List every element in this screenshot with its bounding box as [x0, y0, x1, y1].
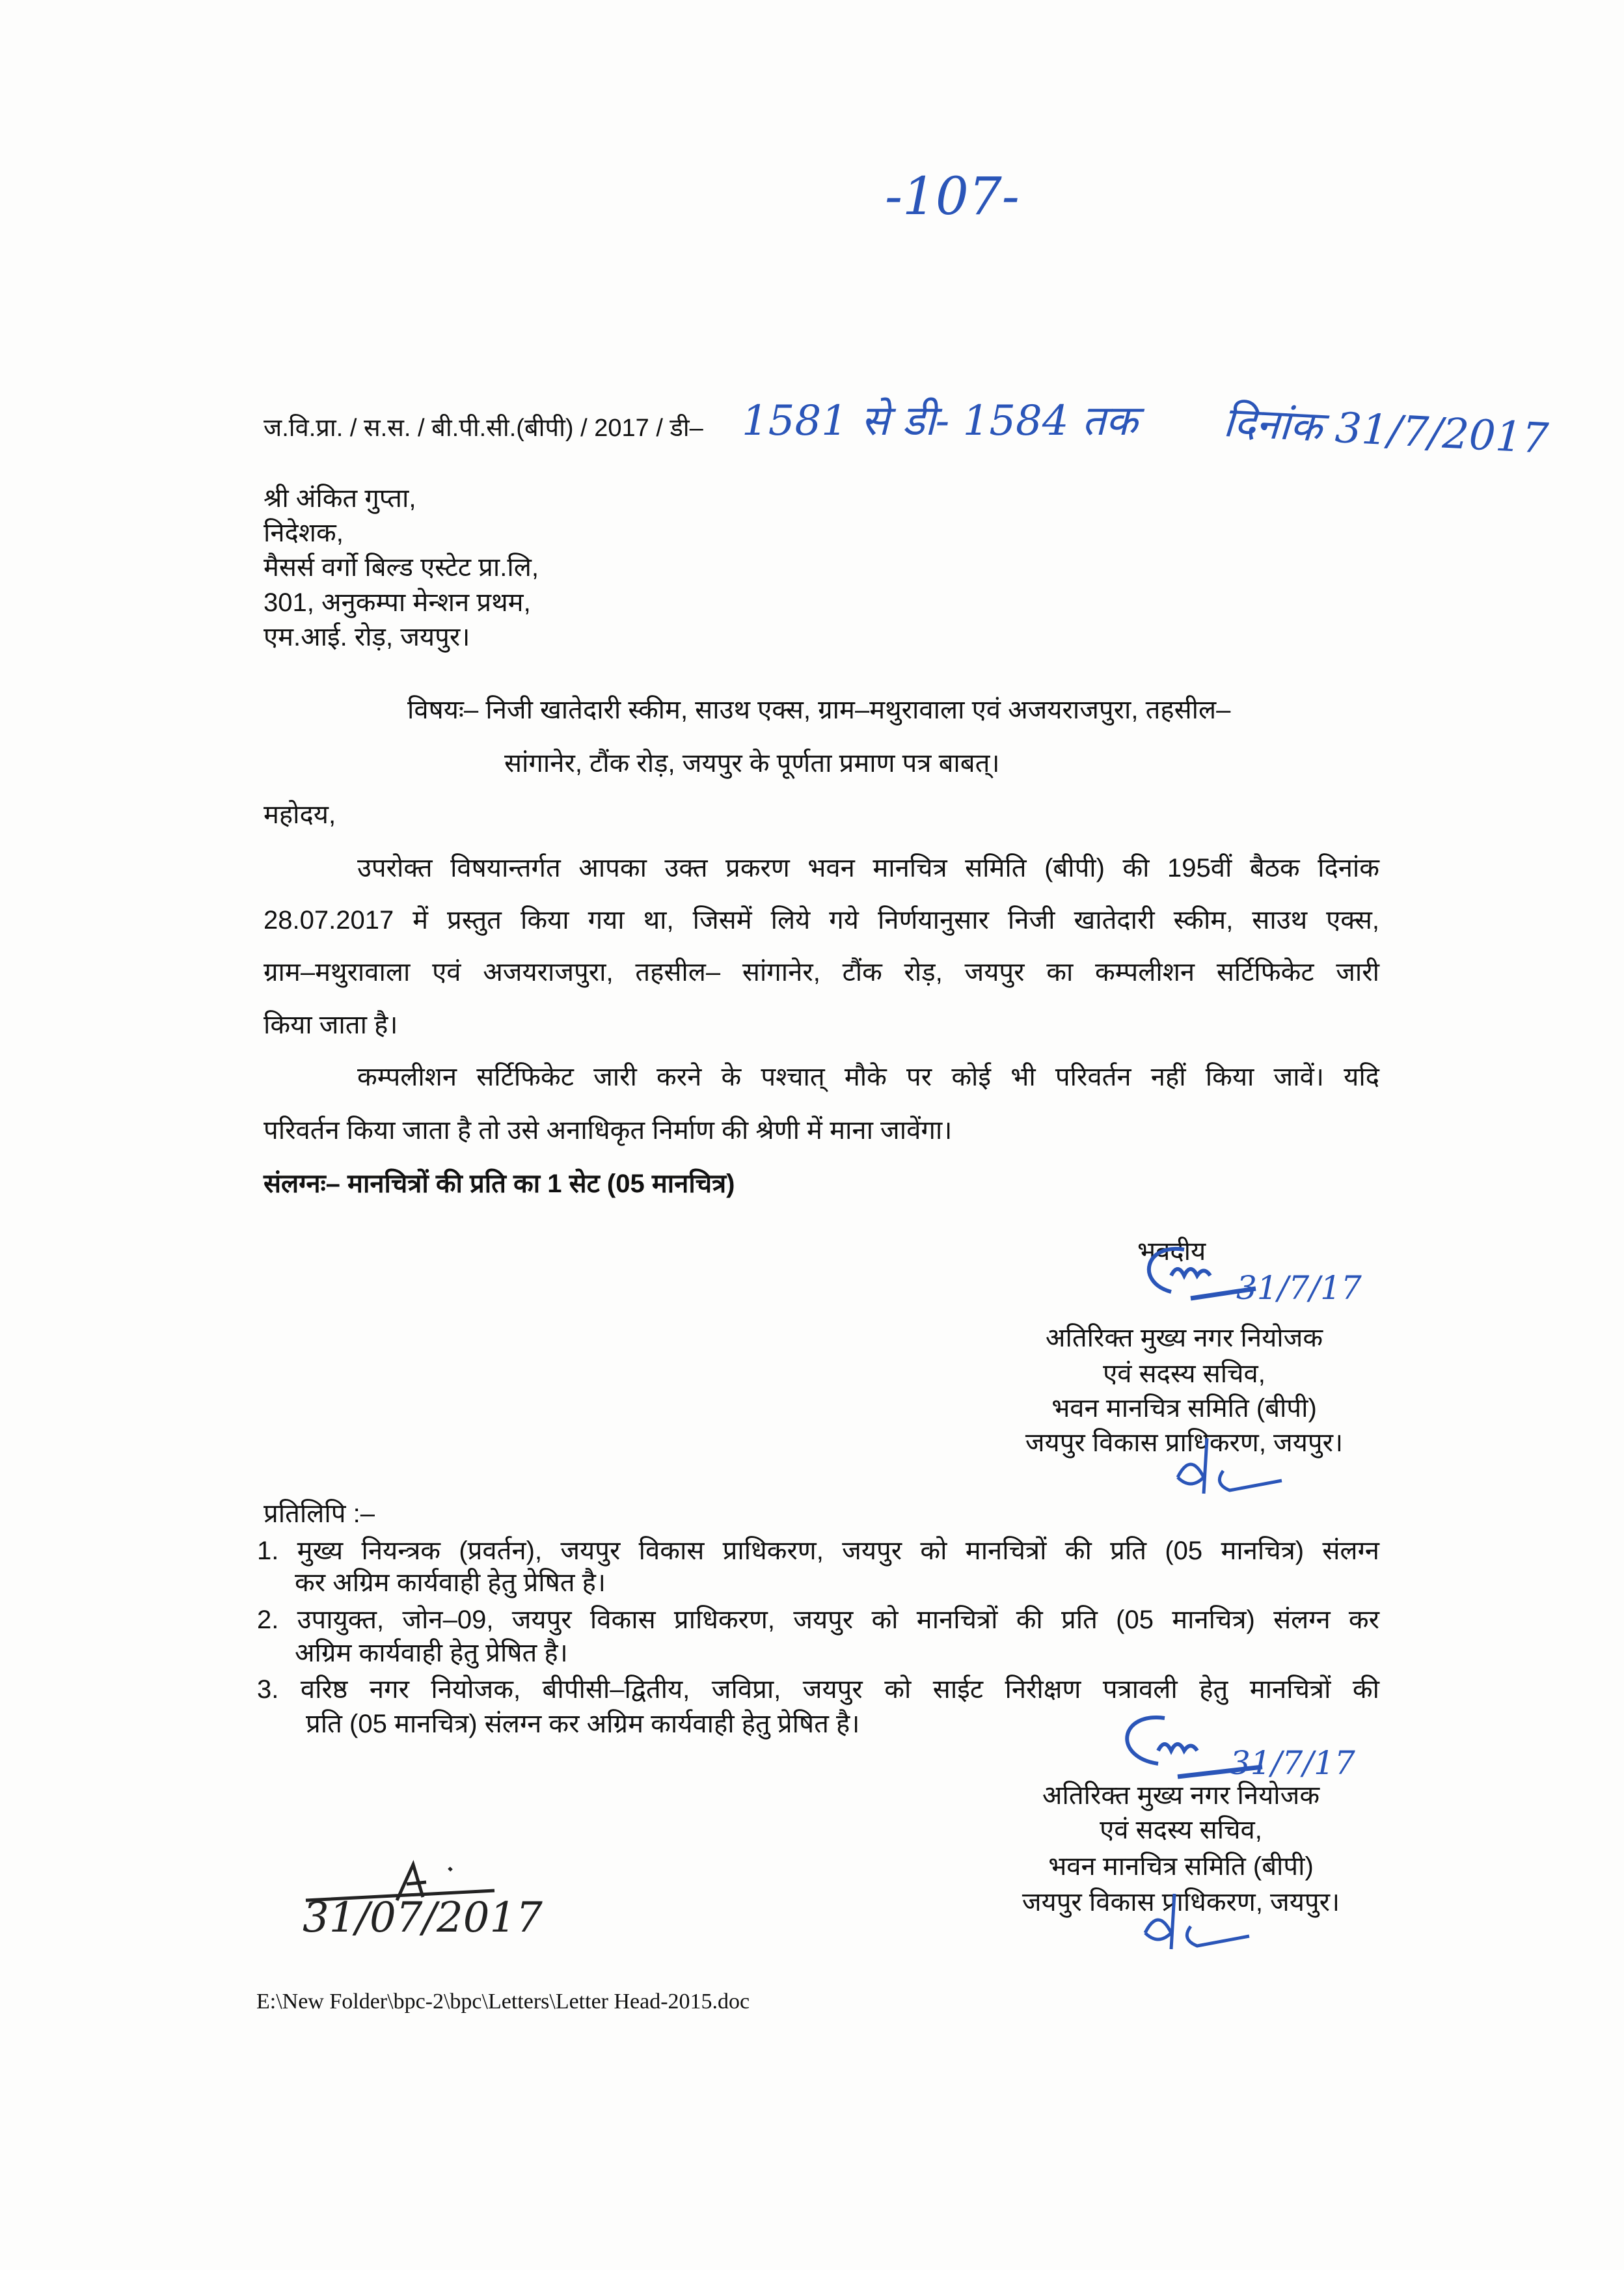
designation-line: भवन मानचित्र समिति (बीपी) [1048, 1852, 1314, 1881]
address-line: मैसर्स वर्गो बिल्ड एस्टेट प्रा.लि, [264, 553, 539, 582]
paragraph-line: 28.07.2017 में प्रस्तुत किया गया था, जिसमें लिये गये निर्णयानुसार निजी खातेदारी स्कीम, साउथ एक्स, [264, 906, 1379, 935]
initials-icon [1126, 1887, 1256, 1952]
paragraph-line: ग्राम–मथुरावाला एवं अजयराजपुरा, तहसील– सांगानेर, टौंक रोड़, जयपुर का कम्पलीशन सर्टिफिकेट जारी [264, 958, 1379, 987]
copy-item-cont: कर अग्रिम कार्यवाही हेतु प्रेषित है। [295, 1568, 606, 1597]
designation-line: एवं सदस्य सचिव, [1103, 1360, 1265, 1388]
subject-line: सांगानेर, टौंक रोड़, जयपुर के पूर्णता प्रमाण पत्र बाबत्। [504, 749, 1000, 778]
designation-line: भवन मानचित्र समिति (बीपी) [1051, 1394, 1317, 1423]
footer-file-path: E:\New Folder\bpc-2\bpc\Letters\Letter Head-2015.doc [256, 1990, 750, 2014]
address-line: निदेशक, [264, 519, 344, 547]
paragraph-line: उपरोक्त विषयान्तर्गत आपका उक्त प्रकरण भवन मानचित्र समिति (बीपी) की 195वीं बैठक दिनांक [357, 854, 1379, 882]
designation-line: एवं सदस्य सचिव, [1100, 1816, 1262, 1844]
initials-icon [1158, 1432, 1288, 1497]
copy-item: 2. उपायुक्त, जोन–09, जयपुर विकास प्राधिकरण, जयपुर को मानचित्रों की प्रति (05 मानचित्र) संलग्न कर [257, 1606, 1379, 1634]
signature-date: 31/7/17 [1236, 1269, 1362, 1307]
page-number-handwritten: -107- [885, 166, 1020, 226]
copy-to-heading: प्रतिलिपि :– [264, 1499, 375, 1528]
designation-line: जयपुर विकास प्राधिकरण, जयपुर। [1025, 1429, 1344, 1457]
subject-line: विषयः– निजी खातेदारी स्कीम, साउथ एक्स, ग्राम–मथुरावाला एवं अजयराजपुरा, तहसील– [407, 696, 1231, 724]
paragraph-line: परिवर्तन किया जाता है तो उसे अनाधिकृत निर्माण की श्रेणी में माना जावेंगा। [264, 1116, 953, 1145]
paragraph-line: कम्पलीशन सर्टिफिकेट जारी करने के पश्चात् मौके पर कोई भी परिवर्तन नहीं किया जावें। यदि [357, 1063, 1379, 1091]
signature-date: 31/7/17 [1230, 1744, 1355, 1782]
paragraph-line: किया जाता है। [264, 1011, 398, 1039]
address-line: श्री अंकित गुप्ता, [264, 484, 416, 513]
copy-item-cont: प्रति (05 मानचित्र) संलग्न कर अग्रिम कार्यवाही हेतु प्रेषित है। [306, 1710, 860, 1738]
reference-number: ज.वि.प्रा. / स.स. / बी.पी.सी.(बीपी) / 2017 / डी– [264, 415, 703, 442]
address-line: 301, अनुकम्पा मेन्शन प्रथम, [264, 588, 531, 617]
address-line: एम.आई. रोड़, जयपुर। [264, 623, 470, 651]
designation-line: जयपुर विकास प्राधिकरण, जयपुर। [1022, 1888, 1340, 1917]
closing: भवदीय [1137, 1237, 1206, 1266]
enclosure: संलग्नः– मानचित्रों की प्रति का 1 सेट (05 मानचित्र) [264, 1169, 735, 1198]
copy-item-cont: अग्रिम कार्यवाही हेतु प्रेषित है। [295, 1639, 568, 1667]
handwritten-dispatch-number: 1581 से डी- 1584 तक [742, 397, 1138, 445]
salutation: महोदय, [264, 800, 336, 829]
designation-line: अतिरिक्त मुख्य नगर नियोजक [1045, 1324, 1323, 1352]
designation-line: अतिरिक्त मुख्य नगर नियोजक [1042, 1781, 1320, 1810]
copy-item: 1. मुख्य नियन्त्रक (प्रवर्तन), जयपुर विकास प्राधिकरण, जयपुर को मानचित्रों की प्रति (05 मानचित्र) संलग्न [257, 1537, 1379, 1565]
dispatch-date-handwritten: 31/07/2017 [303, 1894, 543, 1942]
copy-item: 3. वरिष्ठ नगर नियोजक, बीपीसी–द्वितीय, जविप्रा, जयपुर को साईट निरीक्षण पत्रावली हेतु मानचित्रों की [257, 1675, 1379, 1704]
handwritten-date: दिनांक 31/7/2017 [1222, 398, 1550, 464]
